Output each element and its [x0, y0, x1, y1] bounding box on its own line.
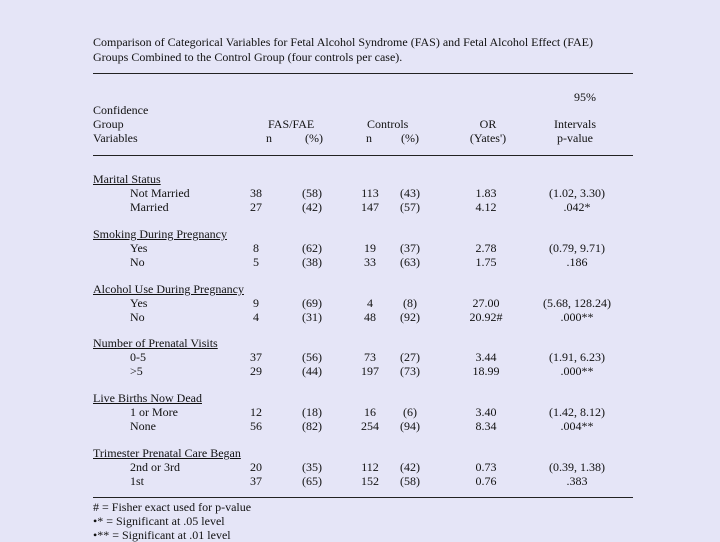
controls-pct-cell: (63) [400, 255, 420, 269]
group-heading: Number of Prenatal Visits [93, 336, 218, 350]
confidence-header: Confidence [93, 103, 149, 117]
controls-n-cell: 113 [361, 186, 379, 200]
fasfae-pct-cell: (44) [302, 364, 322, 378]
odds-ratio-cell: 3.44 [475, 350, 497, 364]
ci-pvalue-cell: (1.42, 8.12) [549, 405, 605, 419]
controls-n-cell: 112 [361, 460, 379, 474]
row-label: Yes [130, 296, 148, 310]
group-heading: Trimester Prenatal Care Began [93, 446, 241, 460]
fasfae-n-cell: 56 [250, 419, 262, 433]
row-label: 1 or More [130, 405, 178, 419]
controls-pct-cell: (43) [400, 186, 420, 200]
row-label: 2nd or 3rd [130, 460, 180, 474]
row-label: No [130, 310, 145, 324]
fasfae-n-cell: 8 [253, 241, 259, 255]
fasfae-pct-cell: (58) [302, 186, 322, 200]
controls-pct-cell: (92) [400, 310, 420, 324]
variables-header: Variables [93, 131, 138, 145]
fasfae-n-cell: 27 [250, 200, 262, 214]
controls-n-header: n [366, 131, 372, 145]
fasfae-n-cell: 37 [250, 350, 262, 364]
controls-pct-cell: (6) [403, 405, 417, 419]
fasfae-n-cell: 37 [250, 474, 262, 488]
controls-n-cell: 147 [361, 200, 379, 214]
odds-ratio-cell: 3.40 [475, 405, 497, 419]
group-heading: Alcohol Use During Pregnancy [93, 282, 244, 296]
odds-ratio-cell: 0.73 [475, 460, 497, 474]
fasfae-n-cell: 20 [250, 460, 262, 474]
ci-pvalue-cell: .042* [563, 200, 591, 214]
or-header: OR [479, 117, 497, 131]
fasfae-pct-header: (%) [305, 131, 323, 145]
controls-pct-cell: (8) [403, 296, 417, 310]
odds-ratio-cell: 1.75 [475, 255, 497, 269]
controls-n-cell: 254 [361, 419, 379, 433]
fasfae-n-cell: 5 [253, 255, 259, 269]
fasfae-pct-cell: (42) [302, 200, 322, 214]
fasfae-pct-cell: (69) [302, 296, 322, 310]
ci-pvalue-cell: .000** [560, 364, 594, 378]
controls-pct-cell: (42) [400, 460, 420, 474]
controls-n-cell: 4 [367, 296, 373, 310]
controls-pct-cell: (27) [400, 350, 420, 364]
controls-pct-cell: (58) [400, 474, 420, 488]
controls-n-cell: 16 [364, 405, 376, 419]
row-label: 0-5 [130, 350, 146, 364]
group-header: Group [93, 117, 124, 131]
group-heading: Live Births Now Dead [93, 391, 202, 405]
odds-ratio-cell: 0.76 [475, 474, 497, 488]
controls-pct-cell: (94) [400, 419, 420, 433]
controls-n-cell: 152 [361, 474, 379, 488]
controls-header: Controls [367, 117, 409, 131]
row-label: 1st [130, 474, 145, 488]
row-label: Married [130, 200, 169, 214]
intervals-header: Intervals [554, 117, 596, 131]
controls-pct-cell: (57) [400, 200, 420, 214]
fasfae-header: FAS/FAE [268, 117, 315, 131]
ci-pvalue-cell: (1.91, 6.23) [549, 350, 605, 364]
fasfae-pct-cell: (82) [302, 419, 322, 433]
ci-pvalue-cell: .383 [566, 474, 588, 488]
yates-header: (Yates') [469, 131, 507, 145]
controls-pct-cell: (73) [400, 364, 420, 378]
footnote-sig-01: •** = Significant at .01 level [93, 528, 231, 542]
fasfae-n-cell: 29 [250, 364, 262, 378]
group-heading: Smoking During Pregnancy [93, 227, 227, 241]
controls-n-cell: 197 [361, 364, 379, 378]
row-label: >5 [130, 364, 143, 378]
odds-ratio-cell: 4.12 [475, 200, 497, 214]
ci-percent-header: 95% [574, 90, 596, 104]
ci-pvalue-cell: (5.68, 128.24) [543, 296, 611, 310]
ci-pvalue-cell: (0.79, 9.71) [549, 241, 605, 255]
controls-n-cell: 73 [364, 350, 376, 364]
controls-pct-header: (%) [401, 131, 419, 145]
pvalue-header: p-value [557, 131, 593, 145]
group-heading: Marital Status [93, 172, 161, 186]
row-label: Yes [130, 241, 148, 255]
odds-ratio-cell: 8.34 [475, 419, 497, 433]
fasfae-n-cell: 38 [250, 186, 262, 200]
fasfae-pct-cell: (31) [302, 310, 322, 324]
controls-pct-cell: (37) [400, 241, 420, 255]
fasfae-pct-cell: (65) [302, 474, 322, 488]
fasfae-n-header: n [266, 131, 272, 145]
fasfae-pct-cell: (56) [302, 350, 322, 364]
fasfae-n-cell: 12 [250, 405, 262, 419]
ci-pvalue-cell: .004** [560, 419, 594, 433]
controls-n-cell: 48 [364, 310, 376, 324]
footnote-sig-05: •* = Significant at .05 level [93, 514, 225, 528]
top-rule [93, 73, 633, 74]
fasfae-pct-cell: (38) [302, 255, 322, 269]
title-line-2: Groups Combined to the Control Group (four controls per case). [93, 50, 403, 64]
ci-pvalue-cell: (1.02, 3.30) [549, 186, 605, 200]
header-rule [93, 155, 633, 156]
odds-ratio-cell: 18.99 [472, 364, 500, 378]
row-label: None [130, 419, 156, 433]
odds-ratio-cell: 27.00 [472, 296, 500, 310]
row-label: Not Married [130, 186, 190, 200]
controls-n-cell: 33 [364, 255, 376, 269]
footnote-fisher: # = Fisher exact used for p-value [93, 500, 252, 514]
bottom-rule [93, 497, 633, 498]
row-label: No [130, 255, 145, 269]
controls-n-cell: 19 [364, 241, 376, 255]
fasfae-n-cell: 9 [253, 296, 259, 310]
ci-pvalue-cell: .186 [566, 255, 588, 269]
fasfae-pct-cell: (18) [302, 405, 322, 419]
odds-ratio-cell: 20.92# [469, 310, 503, 324]
ci-pvalue-cell: .000** [560, 310, 594, 324]
odds-ratio-cell: 1.83 [475, 186, 497, 200]
fasfae-n-cell: 4 [253, 310, 259, 324]
odds-ratio-cell: 2.78 [475, 241, 497, 255]
fasfae-pct-cell: (62) [302, 241, 322, 255]
fasfae-pct-cell: (35) [302, 460, 322, 474]
ci-pvalue-cell: (0.39, 1.38) [549, 460, 605, 474]
title-line-1: Comparison of Categorical Variables for Fetal Alcohol Syndrome (FAS) and Fetal Alcohol Effect (FAE) [93, 35, 594, 49]
